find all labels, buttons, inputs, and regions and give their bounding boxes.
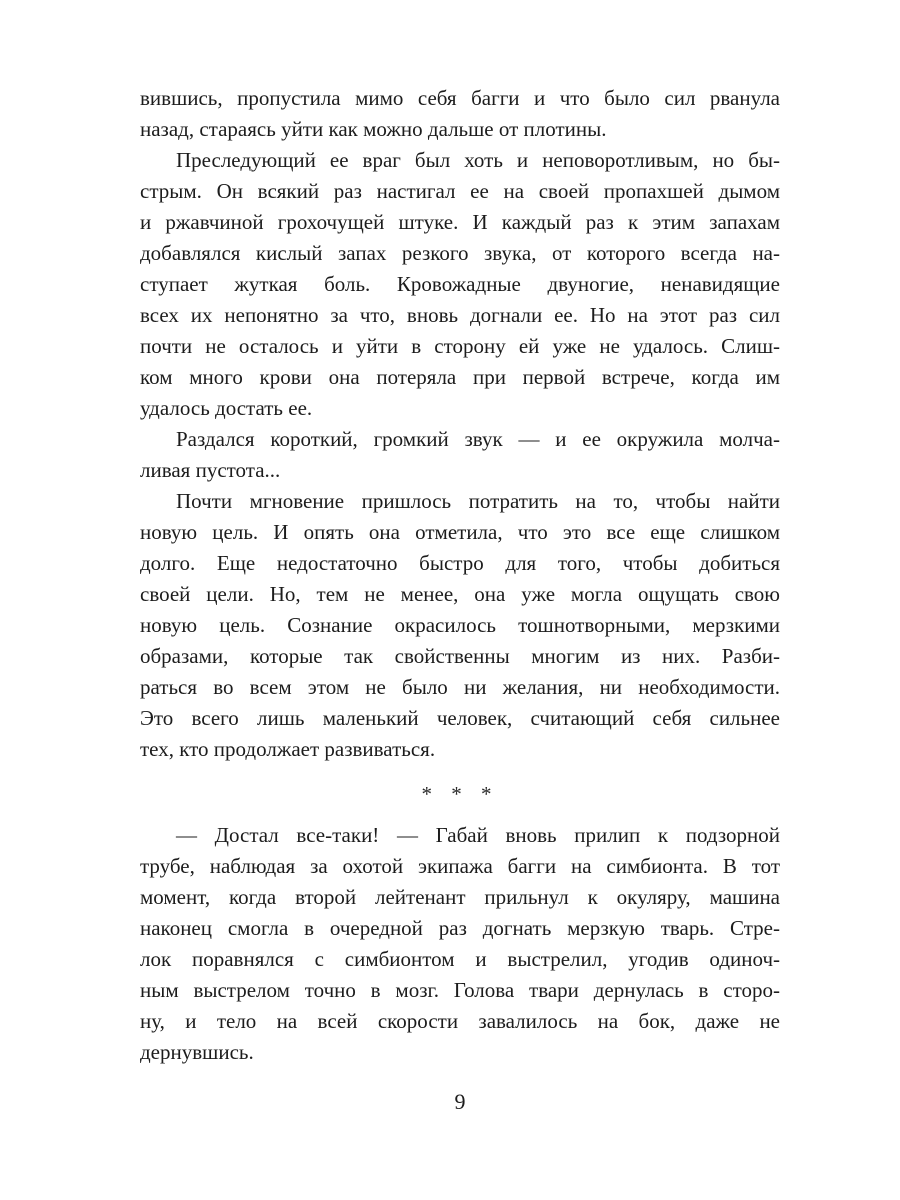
text-line: назад, стараясь уйти как можно дальше от плотины. <box>140 117 607 141</box>
section-separator: * * * <box>421 782 499 806</box>
text-line: добавлялся кислый запах резкого звука, от которого всегда на- <box>140 241 780 265</box>
text-line: ну, и тело на всей скорости завалилось на бок, даже не <box>140 1009 780 1033</box>
text-line: новую цель. И опять она отметила, что это все еще слишком <box>140 520 780 544</box>
text-line: ком много крови она потеряла при первой встрече, когда им <box>140 365 780 389</box>
text-line: дернувшись. <box>140 1040 254 1064</box>
text-line: ливая пустота... <box>140 458 281 482</box>
text-line: момент, когда второй лейтенант прильнул к окуляру, машина <box>140 885 780 909</box>
text-line: новую цель. Сознание окрасилось тошнотворными, мерзкими <box>140 613 780 637</box>
text-line: Почти мгновение пришлось потратить на то, чтобы найти <box>176 489 780 513</box>
text-line: всех их непонятно за что, вновь догнали ее. Но на этот раз сил <box>140 303 780 327</box>
text-block <box>140 83 780 1068</box>
text-line: образами, которые так свойственны многим из них. Разби- <box>140 644 780 668</box>
text-line: вившись, пропустила мимо себя багги и что было сил рванула <box>140 86 780 110</box>
text-line: стрым. Он всякий раз настигал ее на своей пропахшей дымом <box>140 179 780 203</box>
text-line: лок поравнялся с симбионтом и выстрелил, угодив одиноч- <box>140 947 780 971</box>
text-line: удалось достать ее. <box>140 396 313 420</box>
text-line: ступает жуткая боль. Кровожадные двуногие, ненавидящие <box>140 272 780 296</box>
text-line: наконец смогла в очередной раз догнать мерзкую тварь. Стре- <box>140 916 780 940</box>
text-line: Преследующий ее враг был хоть и неповоротливым, но бы- <box>176 148 780 172</box>
text-line: почти не осталось и уйти в сторону ей уже не удалось. Слиш- <box>140 334 780 358</box>
text-line: трубе, наблюдая за охотой экипажа багги на симбионта. В тот <box>140 854 780 878</box>
text-line: долго. Еще недостаточно быстро для того, чтобы добиться <box>140 551 780 575</box>
text-line: Раздался короткий, громкий звук — и ее окружила молча- <box>176 427 780 451</box>
text-line: своей цели. Но, тем не менее, она уже могла ощущать свою <box>140 582 780 606</box>
text-line: ным выстрелом точно в мозг. Голова твари дернулась в сторо- <box>140 978 780 1002</box>
text-line: — Достал все-таки! — Габай вновь прилип к подзорной <box>176 823 780 847</box>
page-number: 9 <box>454 1089 466 1114</box>
text-line: Это всего лишь маленький человек, считающий себя сильнее <box>140 706 780 730</box>
text-line: и ржавчиной грохочущей штуке. И каждый раз к этим запахам <box>140 210 780 234</box>
text-line: раться во всем этом не было ни желания, ни необходимости. <box>140 675 780 699</box>
text-line: тех, кто продолжает развиваться. <box>140 737 436 761</box>
